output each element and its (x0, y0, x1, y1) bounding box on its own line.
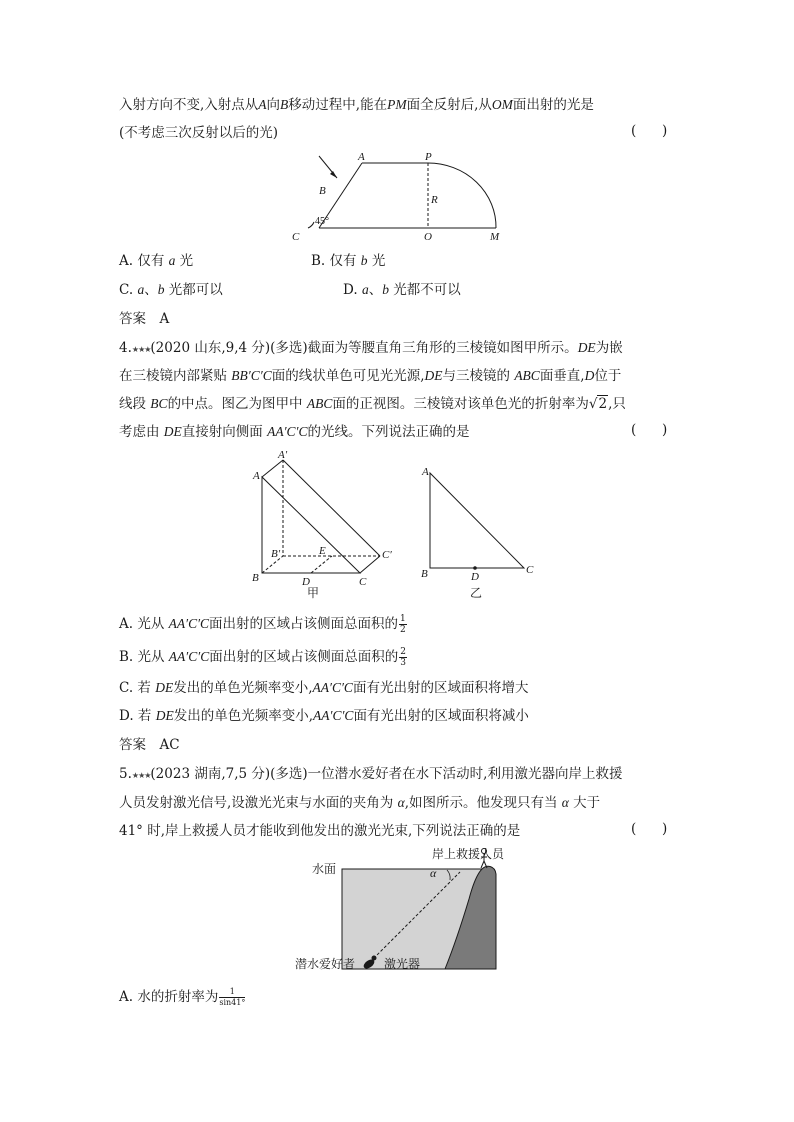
label-A: A (422, 466, 429, 478)
label-C: C (526, 564, 534, 576)
point-d (473, 566, 477, 570)
q4-stem-line1: 4.★★★(2020 山东,9,4 分)(多选)截面为等腰直角三角形的三棱镜如图甲所示。DE为嵌 (119, 340, 623, 356)
difficulty-stars: ★★★ (131, 771, 151, 780)
fraction: $\frac{1}{2}$ (400, 614, 406, 635)
q3-figure-prism (288, 146, 508, 246)
triangle-abc (430, 473, 524, 568)
q4-answer: 答案 AC (119, 737, 180, 753)
label-A: A (358, 151, 365, 163)
q4-stem-line3: 线段 BC的中点。图乙为图甲中 ABC面的正视图。三棱镜对该单色光的折射率为√2,只 (119, 396, 626, 412)
q4-option-a[interactable]: A. 光从 AA′C′C面出射的区域占该侧面总面积的 $\frac{1}{2}$ (119, 614, 406, 635)
q4-number: 4. (119, 340, 132, 356)
q5-figure-laser (295, 844, 515, 976)
q3-option-a[interactable]: A. 仅有 a 光 (119, 253, 194, 269)
angle-arc (308, 222, 314, 228)
label-C: C (359, 576, 367, 588)
q5-stem-line3: 41° 时,岸上救援人员才能收到他发出的激光光束,下列说法正确的是 (119, 823, 521, 839)
label-R: R (431, 194, 438, 206)
q3-stem-line2: (不考虑三次反射以后的光) (119, 125, 279, 141)
label-A1: A′ (278, 449, 288, 461)
fraction: $\frac{1}{\sin 41^\circ}$ (219, 987, 246, 1007)
q3-option-c[interactable]: C. a、b 光都可以 (119, 282, 223, 298)
q3-stem-line1: 入射方向不变,入射点从A向B移动过程中,能在PM面全反射后,从OM面出射的光是 (119, 97, 594, 113)
q5-stem-line1: 5.★★★(2023 湖南,7,5 分)(多选)一位潜水爱好者在水下活动时,利用激光器向岸上救援 (119, 766, 623, 782)
label-B: B (421, 568, 428, 580)
fraction: $\frac{2}{3}$ (400, 647, 406, 668)
q3-option-b[interactable]: B. 仅有 b 光 (311, 253, 386, 269)
q3-answer-parens: ( ) (631, 123, 668, 139)
label-B1: B′ (271, 548, 281, 560)
q5-option-a[interactable]: A. 水的折射率为 $\frac{1}{\sin 41^\circ}$ (119, 987, 246, 1007)
q4-figure-jia (245, 447, 405, 599)
label-B: B (319, 185, 326, 197)
label-P: P (425, 151, 432, 163)
q5-stem-line2: 人员发射激光信号,设激光光束与水面的夹角为 α,如图所示。他发现只有当 α 大于 (119, 795, 601, 811)
q3-option-d[interactable]: D. a、b 光都不可以 (343, 282, 461, 298)
label-O: O (424, 231, 432, 243)
label-C: C (292, 231, 300, 243)
q5-answer-parens: ( ) (631, 821, 668, 837)
label-M: M (490, 231, 500, 243)
q4-figure-yi (418, 460, 543, 600)
q4-stem-line2: 在三棱镜内部紧贴 BB′C′C面的线状单色可见光光源,DE与三棱镜的 ABC面垂直,D位于 (119, 368, 622, 384)
q4-option-d[interactable]: D. 若 DE发出的单色光频率变小,AA′C′C面有光出射的区域面积将减小 (119, 708, 529, 724)
incident-ray-arrowhead (330, 171, 337, 178)
label-rescuer: 岸上救援人员 (432, 847, 505, 861)
label-D: D (302, 576, 310, 588)
label-C1: C′ (382, 549, 392, 561)
label-E: E (319, 545, 326, 557)
label-surface: 水面 (312, 862, 337, 876)
difficulty-stars: ★★★ (131, 345, 151, 354)
label-alpha: α (430, 866, 437, 880)
caption-jia: 甲 (307, 586, 320, 599)
label-angle: 45° (315, 216, 329, 227)
light-source-de (311, 556, 332, 573)
q4-option-c[interactable]: C. 若 DE发出的单色光频率变小,AA′C′C面有光出射的区域面积将增大 (119, 680, 529, 696)
label-laser: 激光器 (384, 957, 421, 971)
q4-option-b[interactable]: B. 光从 AA′C′C面出射的区域占该侧面总面积的 $\frac{2}{3}$ (119, 647, 406, 668)
caption-yi: 乙 (470, 586, 483, 600)
label-A: A (253, 470, 260, 482)
prism-arc-pm (428, 163, 496, 228)
q4-answer-parens: ( ) (631, 422, 668, 438)
sqrt-expression: √2 (588, 396, 608, 412)
label-diver: 潜水爱好者 (295, 957, 356, 971)
q3-answer: 答案 A (119, 311, 170, 327)
label-D: D (471, 571, 479, 583)
label-B: B (252, 572, 259, 584)
q4-stem-line4: 考虑由 DE直接射向侧面 AA′C′C的光线。下列说法正确的是 (119, 424, 470, 440)
q5-number: 5. (119, 766, 132, 782)
